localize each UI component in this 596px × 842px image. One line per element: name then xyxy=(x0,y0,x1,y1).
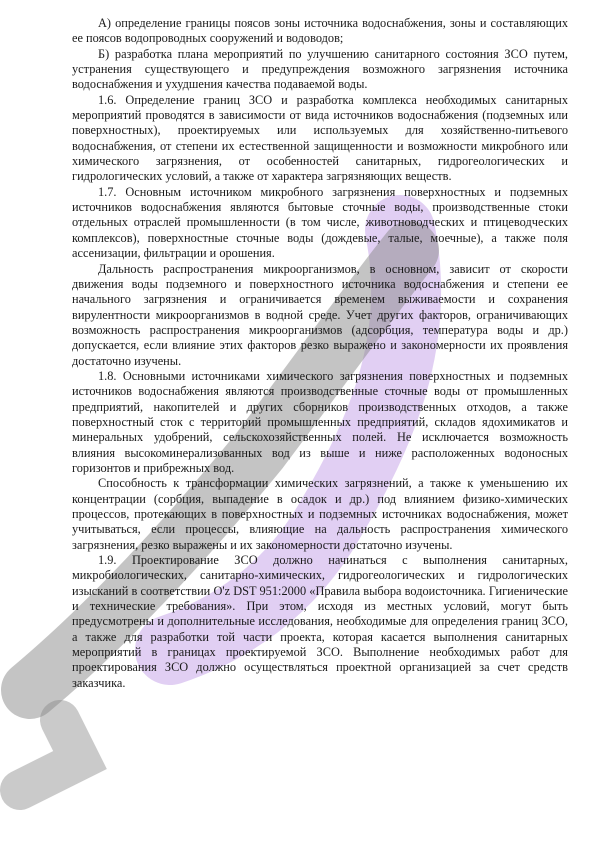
paragraph-1-8: 1.8. Основными источниками химического загрязнения поверхностных и подземных источников водоснабжения являются производственные сточные воды от промышленных предприятий, накопителей и других сборников производственных отходов, а также поверхностный сток с территорий промышленных предприятий, складов ядохимикатов и минеральных удобрений, сельскохозяйственных полей. Не исключается возможность влияния высокоминерализованных вод из выше и ниже расположенных водоносных горизонтов и прибрежных вод. xyxy=(72,368,568,475)
paragraph-1-9: 1.9. Проектирование ЗСО должно начинаться с выполнения санитарных, микробиологических, санитарно-химических, гидрогеологических и гидрологических изысканий в соответствии O'z DST 951:2000 «Правила выбора водоисточника. Гигиенические и технические требования». При этом, исходя из местных условий, могут быть предусмотрены и дополнительные исследования, необходимые для определения границ ЗСО, а также для разработки той части проекта, которая касается выполнения санитарных мероприятий в границах проектируемой ЗСО. Выполнение необходимых работ для проектирования ЗСО должно осуществляться проектной организацией за счет средств заказчика. xyxy=(72,553,568,690)
watermark-gray-stroke-lower xyxy=(20,720,80,790)
paragraph-1-7: 1.7. Основным источником микробного загрязнения поверхностных и подземных источников водоснабжения являются бытовые сточные воды, производственные стоки отдельных отраслей промышленности (в том числе, животноводческих и птицеводческих комплексов), поверхностные сточные воды (дождевые, талые, моечные), а также поля ассенизации, фильтрации и орошения. xyxy=(72,184,568,261)
document-page xyxy=(72,16,568,691)
paragraph-item-a: А) определение границы поясов зоны источника водоснабжения, зоны и составляющих ее поясов водопроводных сооружений и водоводов; xyxy=(72,16,568,46)
paragraph-item-b: Б) разработка плана мероприятий по улучшению санитарного состояния ЗСО путем, устранения существующего и предупреждения возможного загрязнения источника водоснабжения и ухудшения качества подаваемой воды. xyxy=(72,46,568,92)
paragraph-1-6: 1.6. Определение границ ЗСО и разработка комплекса необходимых санитарных мероприятий проводятся в зависимости от вида источников водоснабжения (подземных или поверхностных), проектируемых или используемых для хозяйственно-питьевого водоснабжения, от степени их естественной защищенности и возможности микробного или химического загрязнения, от особенностей санитарных, гидрогеологических и гидрологических условий, а также от характера загрязняющих веществ. xyxy=(72,92,568,184)
paragraph-microorganism-range: Дальность распространения микроорганизмов, в основном, зависит от скорости движения воды подземного и поверхностного источника водоснабжения и степени ее начального загрязнения и ограничивается временем выживаемости и сохранения вирулентности микроорганизмов в водной среде. Учет других факторов, ограничивающих возможность распространения микроорганизмов (адсорбция, температура воды и др.) допускается, если влияние этих факторов резко выражено и закономерности их проявления достаточно изучены. xyxy=(72,261,568,368)
paragraph-chemical-transformation: Способность к трансформации химических загрязнений, а также к уменьшению их концентрации (сорбция, выпадение в осадок и др.) под влиянием физико-химических процессов, протекающих в поверхностных и подземных источниках водоснабжения, может учитываться, если процессы, влияющие на дальность распространения химического загрязнения, резко выражены и их закономерности достаточно изучены. xyxy=(72,476,568,552)
